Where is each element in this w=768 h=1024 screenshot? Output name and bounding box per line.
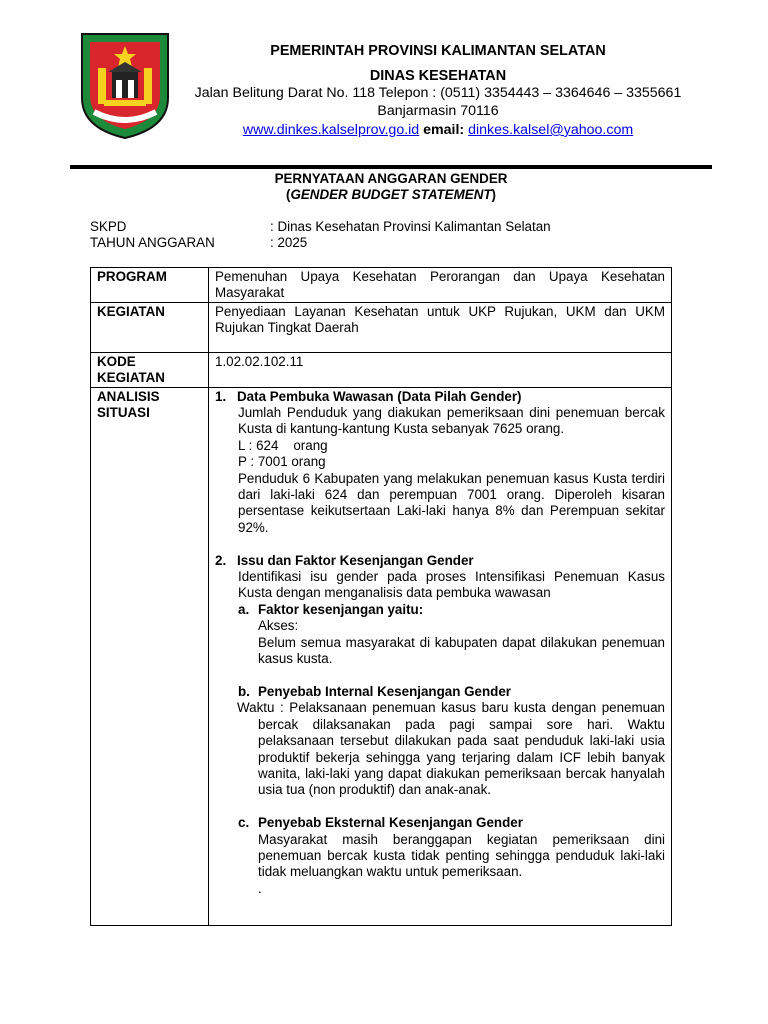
table-row-kegiatan xyxy=(91,302,672,352)
meta-key: TAHUN ANGGARAN xyxy=(90,235,215,251)
statement-heading xyxy=(70,171,712,204)
meta-key: SKPD xyxy=(90,219,127,234)
statement-subtitle: (GENDER BUDGET STATEMENT) xyxy=(285,187,497,203)
program-value: Pemenuhan Upaya Kesehatan Perorangan dan Upaya Kesehatan Masyarakat xyxy=(209,268,672,303)
letterhead xyxy=(175,42,701,140)
subsection-a-heading: a. Faktor kesenjangan yaitu: xyxy=(238,601,424,617)
subsection-b-heading: b. Penyebab Internal Kesenjangan Gender xyxy=(238,683,512,699)
province-emblem-logo xyxy=(78,28,172,140)
kode-label: KODE KEGIATAN xyxy=(91,352,209,387)
section-1-male-count: L : 624 orang xyxy=(238,437,328,453)
subsection-c-heading: c. Penyebab Eksternal Kesenjangan Gender xyxy=(238,815,523,831)
subsection-c-paragraph: Masyarakat masih beranggapan kegiatan pemeriksaan dini penemuan bercak kusta tidak penting sehingga penduduk laki-laki tidak meluangkan waktu untuk pemeriksaan. xyxy=(258,831,665,880)
table-row-analisis xyxy=(91,387,672,925)
table-row-program xyxy=(91,268,672,303)
header-divider xyxy=(70,165,712,169)
kegiatan-value: Penyediaan Layanan Kesehatan untuk UKP Rujukan, UKM dan UKM Rujukan Tingkat Daerah xyxy=(209,302,672,352)
meta-value: : 2025 xyxy=(270,235,308,251)
meta-value: : Dinas Kesehatan Provinsi Kalimantan Selatan xyxy=(270,219,551,234)
section-1-heading: 1. Data Pembuka Wawasan (Data Pilah Gender) xyxy=(215,388,522,404)
subsection-a-label: Akses: xyxy=(258,618,299,634)
contact-line xyxy=(175,120,701,140)
agency-name: DINAS KESEHATAN xyxy=(369,68,507,84)
section-1-summary: Penduduk 6 Kabupaten yang melakukan penemuan kasus Kusta terdiri dari laki-laki 624 dan perempuan 7001 orang. Diperoleh kisaran persentase keikutsertaan Laki-laki hanya 8% dan Perempuan sekitar 92%. xyxy=(238,470,665,535)
email-label: email: xyxy=(423,122,465,138)
website-link[interactable]: www.dinkes.kalselprov.go.id xyxy=(242,122,420,138)
kode-value: 1.02.02.102.11 xyxy=(209,352,672,387)
city-line: Banjarmasin 70116 xyxy=(377,103,499,119)
government-name: PEMERINTAH PROVINSI KALIMANTAN SELATAN xyxy=(270,43,606,59)
email-link[interactable]: dinkes.kalsel@yahoo.com xyxy=(468,122,634,138)
section-1-paragraph: Jumlah Penduduk yang diakukan pemeriksaan dini penemuan bercak Kusta di kantung-kantung Kusta sebanyak 7625 orang. xyxy=(238,405,665,437)
meta-row-skpd xyxy=(90,219,551,235)
analisis-label: ANALISIS SITUASI xyxy=(91,387,209,925)
budget-statement-table xyxy=(90,267,672,926)
subsection-a-paragraph: Belum semua masyarakat di kabupaten dapat dilakukan penemuan kasus kusta. xyxy=(258,634,665,667)
section-2-heading: 2. Issu dan Faktor Kesenjangan Gender xyxy=(215,552,474,568)
subsection-b-paragraph: Waktu : Pelaksanaan penemuan kasus baru kusta dengan penemuan bercak dilaksanakan pada pagi sampai sore hari. Waktu pelaksanaan tersebut dilakukan pada saat penduduk laki-laki usia produktif bekerja sehingga yang terjaring dalam ICF lebih banyak wanita, laki-laki yang dapat diakukan pemeriksaan bercak hanyalah usia tua (non produktif) dan anak-anak. xyxy=(237,700,665,798)
subsection-c-dot: . xyxy=(258,880,262,896)
analisis-content xyxy=(209,387,672,925)
program-label: PROGRAM xyxy=(91,268,209,303)
section-1-female-count: P : 7001 orang xyxy=(238,454,326,470)
meta-row-tahun xyxy=(90,235,551,251)
address-line: Jalan Belitung Darat No. 118 Telepon : (0511) 3354443 – 3364646 – 3355661 xyxy=(194,85,682,101)
table-row-kode xyxy=(91,352,672,387)
kegiatan-label: KEGIATAN xyxy=(91,302,209,352)
section-2-paragraph: Identifikasi isu gender pada proses Intensifikasi Penemuan Kasus Kusta dengan menganalisis data pembuka wawasan xyxy=(238,569,665,601)
statement-title: PERNYATAAN ANGGARAN GENDER xyxy=(274,171,508,186)
document-meta xyxy=(90,219,551,252)
